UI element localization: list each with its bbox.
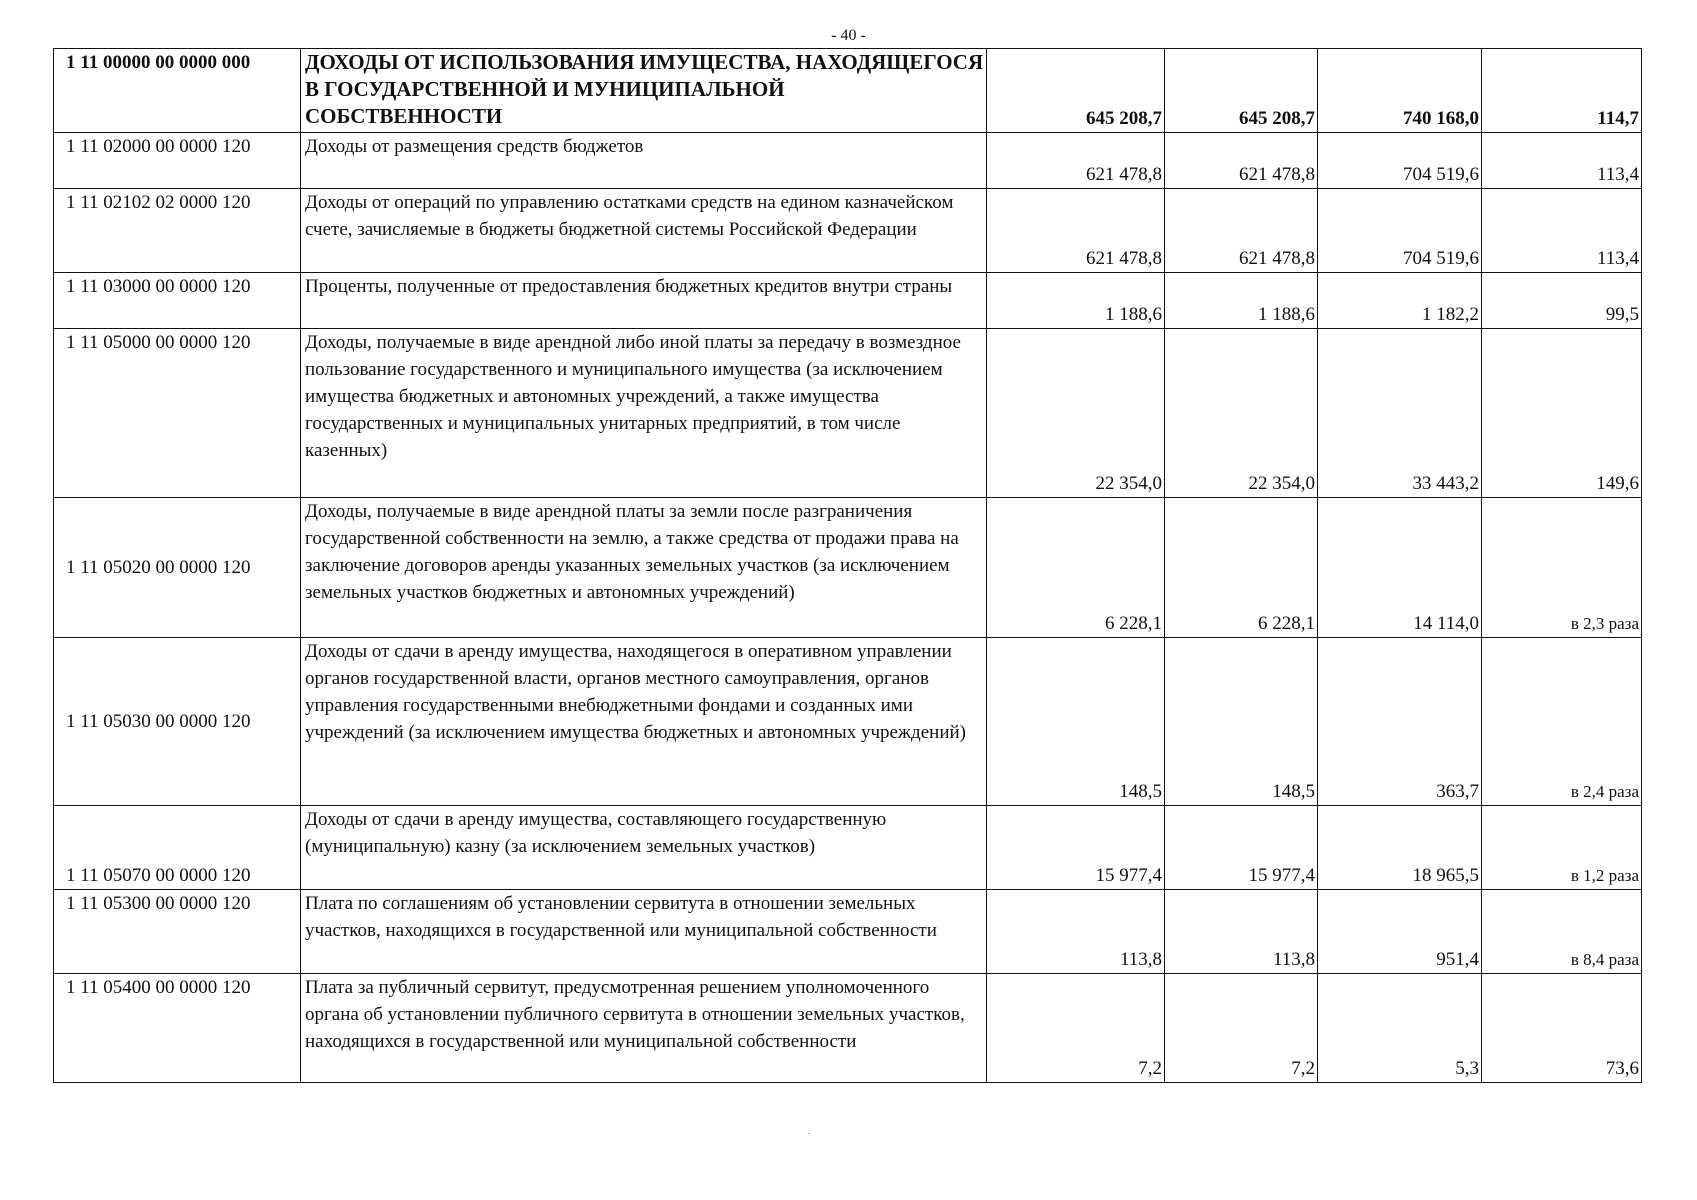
row-percent: 99,5 [1482,273,1642,329]
row-percent: 114,7 [1482,49,1642,133]
row-value-2: 15 977,4 [1165,806,1318,890]
row-percent-text: в 2,4 раза [1570,782,1639,801]
table-row [54,273,1642,329]
row-percent-text: в 8,4 раза [1570,950,1639,969]
row-code: 1 11 05400 00 0000 120 [54,974,301,1083]
row-percent [1482,806,1642,890]
table-row [54,974,1642,1083]
row-value-3: 33 443,2 [1318,329,1482,498]
row-value-1: 645 208,7 [987,49,1165,133]
row-code: 1 11 05300 00 0000 120 [54,890,301,974]
row-percent [1482,890,1642,974]
row-code: 1 11 05030 00 0000 120 [54,638,301,806]
row-value-2: 113,8 [1165,890,1318,974]
row-value-3: 18 965,5 [1318,806,1482,890]
row-percent-text: в 1,2 раза [1570,866,1639,885]
table-row [54,189,1642,273]
row-value-2: 645 208,7 [1165,49,1318,133]
row-value-1: 6 228,1 [987,498,1165,638]
row-code: 1 11 05000 00 0000 120 [54,329,301,498]
table-row [54,49,1642,133]
row-value-2: 6 228,1 [1165,498,1318,638]
budget-revenue-table [53,48,1642,1083]
row-value-1: 1 188,6 [987,273,1165,329]
row-percent: 149,6 [1482,329,1642,498]
row-code: 1 11 05020 00 0000 120 [54,498,301,638]
row-value-1: 148,5 [987,638,1165,806]
row-description: Доходы от сдачи в аренду имущества, составляющего государственную (муниципальную) казну (за исключением земельных участков) [301,806,987,890]
row-value-1: 621 478,8 [987,189,1165,273]
row-percent: 113,4 [1482,133,1642,189]
row-value-2: 1 188,6 [1165,273,1318,329]
page-number: - 40 - [831,27,866,44]
row-description: Плата за публичный сервитут, предусмотренная решением уполномоченного органа об установлении публичного сервитута в отношении земельных участков, находящихся в государственной или муниципальной собственности [301,974,987,1083]
row-value-2: 148,5 [1165,638,1318,806]
row-value-1: 621 478,8 [987,133,1165,189]
row-value-2: 7,2 [1165,974,1318,1083]
row-value-1: 15 977,4 [987,806,1165,890]
row-code: 1 11 02102 02 0000 120 [54,189,301,273]
table-row [54,890,1642,974]
row-description: Доходы от сдачи в аренду имущества, находящегося в оперативном управлении органов государственной власти, органов местного самоуправления, органов управления государственными внебюджетными фондами и созданных ими учреждений (за исключением имущества бюджетных и автономных учреждений) [301,638,987,806]
row-percent-text: в 2,3 раза [1570,614,1639,633]
row-value-3: 704 519,6 [1318,189,1482,273]
row-value-3: 740 168,0 [1318,49,1482,133]
row-value-2: 621 478,8 [1165,189,1318,273]
row-code: 1 11 03000 00 0000 120 [54,273,301,329]
row-description: Доходы от операций по управлению остатками средств на едином казначейском счете, зачисляемые в бюджеты бюджетной системы Российской Федерации [301,189,987,273]
row-value-3: 14 114,0 [1318,498,1482,638]
row-value-3: 704 519,6 [1318,133,1482,189]
row-percent [1482,498,1642,638]
row-description: Плата по соглашениям об установлении сервитута в отношении земельных участков, находящихся в государственной или муниципальной собственности [301,890,987,974]
row-value-3: 5,3 [1318,974,1482,1083]
table-row [54,329,1642,498]
table-row [54,498,1642,638]
row-description: Проценты, полученные от предоставления бюджетных кредитов внутри страны [301,273,987,329]
row-value-3: 363,7 [1318,638,1482,806]
row-value-3: 1 182,2 [1318,273,1482,329]
table-row [54,133,1642,189]
row-percent: 113,4 [1482,189,1642,273]
row-percent [1482,638,1642,806]
row-code: 1 11 05070 00 0000 120 [54,806,301,890]
row-code: 1 11 00000 00 0000 000 [54,49,301,133]
row-description: ДОХОДЫ ОТ ИСПОЛЬЗОВАНИЯ ИМУЩЕСТВА, НАХОДЯЩЕГОСЯ В ГОСУДАРСТВЕННОЙ И МУНИЦИПАЛЬНОЙ СОБСТВЕННОСТИ [301,49,987,133]
row-value-2: 22 354,0 [1165,329,1318,498]
row-percent: 73,6 [1482,974,1642,1083]
scan-speck [808,1133,810,1134]
row-description: Доходы, получаемые в виде арендной платы за земли после разграничения государственной собственности на землю, а также средства от продажи права на заключение договоров аренды указанных земельных участков (за исключением земельных участков бюджетных и автономных учреждений) [301,498,987,638]
row-code: 1 11 02000 00 0000 120 [54,133,301,189]
row-description: Доходы от размещения средств бюджетов [301,133,987,189]
row-value-1: 22 354,0 [987,329,1165,498]
table-row [54,638,1642,806]
row-value-1: 7,2 [987,974,1165,1083]
table-row [54,806,1642,890]
row-value-3: 951,4 [1318,890,1482,974]
row-value-1: 113,8 [987,890,1165,974]
row-description: Доходы, получаемые в виде арендной либо иной платы за передачу в возмездное пользование государственного и муниципального имущества (за исключением имущества бюджетных и автономных учреждений, а также имущества государственных и муниципальных унитарных предприятий, в том числе казенных) [301,329,987,498]
row-value-2: 621 478,8 [1165,133,1318,189]
